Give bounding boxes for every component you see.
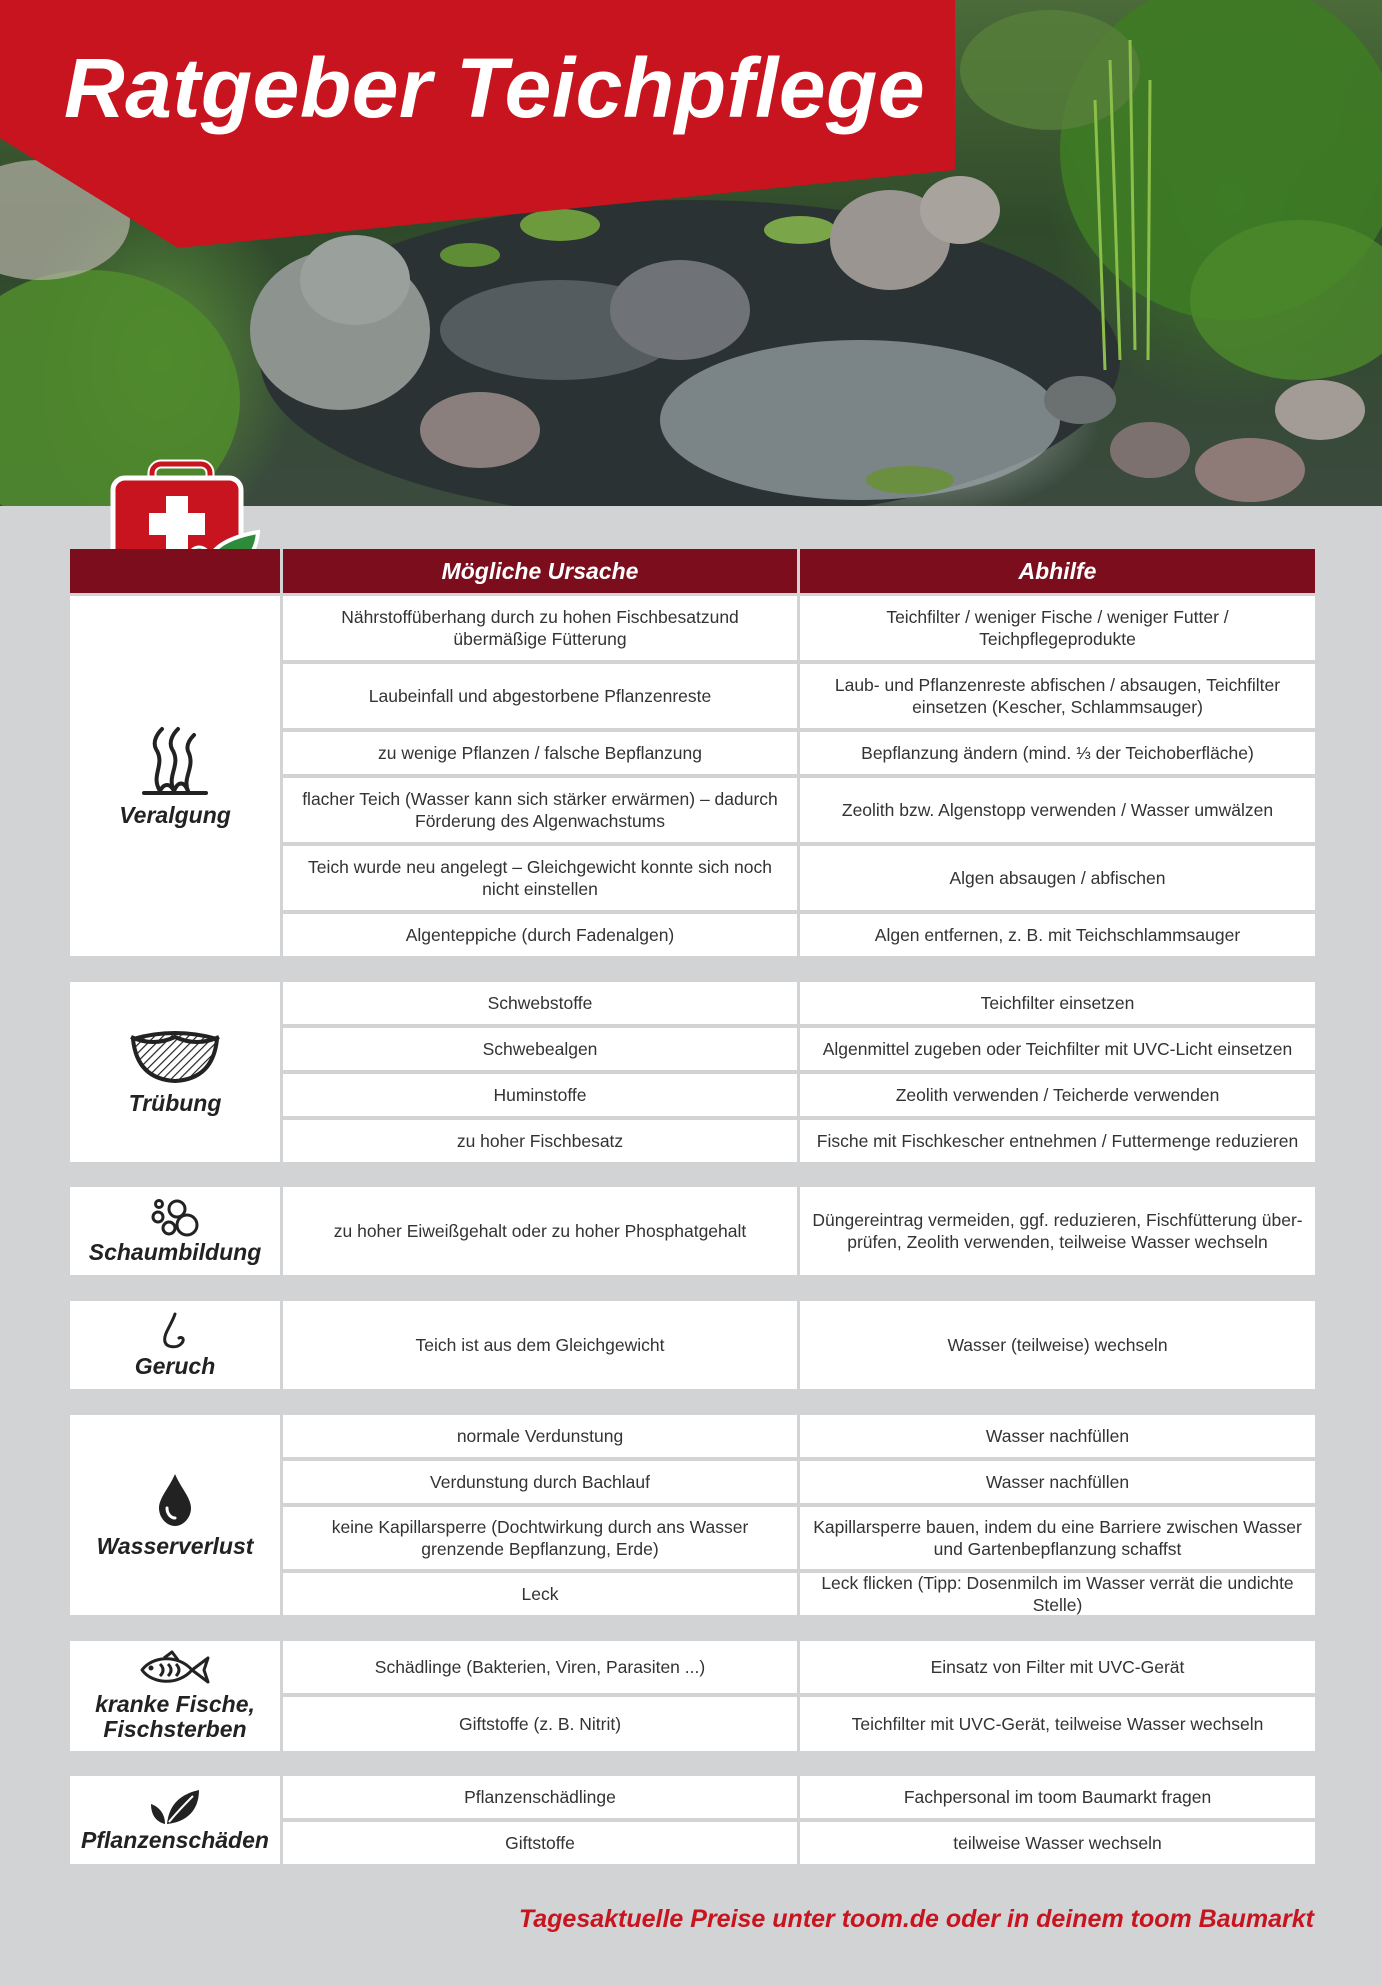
footer-note: Tagesaktuelle Preise unter toom.de oder in deinem toom Baumarkt [518, 1905, 1314, 1933]
category-geruch [70, 1301, 280, 1389]
category-veralgung [70, 596, 280, 956]
fix-cell: Fische mit Fischkescher entnehmen / Futtermenge reduzieren [800, 1120, 1315, 1162]
fix-cell: Wasser (teilweise) wechseln [800, 1301, 1315, 1389]
fix-cell: Zeolith bzw. Algenstopp verwenden / Wasser umwälzen [800, 778, 1315, 842]
category-label: Geruch [134, 1352, 216, 1379]
category-label: kranke Fische, Fischsterben [95, 1691, 255, 1742]
category-label: Wasserverlust [96, 1532, 254, 1559]
water-drop-icon [155, 1472, 195, 1528]
cause-cell: Schwebstoffe [283, 982, 797, 1024]
table-header-corner [70, 549, 280, 593]
cause-cell: Schädlinge (Bakterien, Viren, Parasiten ...) [283, 1641, 797, 1693]
algae-icon [140, 725, 210, 797]
cause-cell: flacher Teich (Wasser kann sich stärker erwärmen) – dadurch Förderung des Algenwachstums [283, 778, 797, 842]
leaf-icon [149, 1788, 201, 1826]
category-label: Pflanzenschäden [81, 1826, 269, 1853]
fix-cell: Düngereintrag vermeiden, ggf. reduzieren, Fischfütterung über-prüfen, Zeolith verwenden, teilweise Wasser wechseln [800, 1187, 1315, 1275]
fix-cell: Algenmittel zugeben oder Teichfilter mit UVC-Licht einsetzen [800, 1028, 1315, 1070]
cause-cell: Giftstoffe [283, 1822, 797, 1864]
hero-pond-photo [0, 0, 1382, 506]
fix-cell: teilweise Wasser wechseln [800, 1822, 1315, 1864]
category-label: Schaumbildung [88, 1238, 262, 1265]
category-wasserverlust [70, 1415, 280, 1615]
column-header-cause: Mögliche Ursache [283, 549, 797, 593]
cause-cell: Schwebealgen [283, 1028, 797, 1070]
fix-cell: Teichfilter mit UVC-Gerät, teilweise Wasser wechseln [800, 1697, 1315, 1751]
category-pflanzenschaeden [70, 1776, 280, 1864]
category-schaumbildung [70, 1187, 280, 1275]
cause-cell: Teich ist aus dem Gleichgewicht [283, 1301, 797, 1389]
nose-icon [155, 1312, 195, 1352]
cause-cell: keine Kapillarsperre (Dochtwirkung durch ans Wasser grenzende Bepflanzung, Erde) [283, 1507, 797, 1569]
column-header-fix: Abhilfe [800, 549, 1315, 593]
cause-cell: zu wenige Pflanzen / falsche Bepflanzung [283, 732, 797, 774]
bubbles-icon [149, 1198, 201, 1238]
fix-cell: Wasser nachfüllen [800, 1415, 1315, 1457]
category-label: Veralgung [119, 801, 231, 828]
cause-cell: Algenteppiche (durch Fadenalgen) [283, 914, 797, 956]
category-truebung [70, 982, 280, 1162]
cause-cell: Huminstoffe [283, 1074, 797, 1116]
turbidity-icon [127, 1029, 223, 1085]
cause-cell: Giftstoffe (z. B. Nitrit) [283, 1697, 797, 1751]
fix-cell: Teichfilter einsetzen [800, 982, 1315, 1024]
fix-cell: Wasser nachfüllen [800, 1461, 1315, 1503]
fix-cell: Teichfilter / weniger Fische / weniger Futter / Teichpflegeprodukte [800, 596, 1315, 660]
fix-cell: Algen entfernen, z. B. mit Teichschlammsauger [800, 914, 1315, 956]
fix-cell: Fachpersonal im toom Baumarkt fragen [800, 1776, 1315, 1818]
cause-cell: Verdunstung durch Bachlauf [283, 1461, 797, 1503]
category-label: Trübung [128, 1089, 222, 1116]
fix-cell: Zeolith verwenden / Teicherde verwenden [800, 1074, 1315, 1116]
cause-cell: zu hoher Eiweißgehalt oder zu hoher Phosphatgehalt [283, 1187, 797, 1275]
fix-cell: Leck flicken (Tipp: Dosenmilch im Wasser verrät die undichte Stelle) [800, 1573, 1315, 1615]
fix-cell: Einsatz von Filter mit UVC-Gerät [800, 1641, 1315, 1693]
category-kranke-fische [70, 1641, 280, 1751]
cause-cell: zu hoher Fischbesatz [283, 1120, 797, 1162]
cause-cell: Pflanzenschädlinge [283, 1776, 797, 1818]
fix-cell: Laub- und Pflanzenreste abfischen / absaugen, Teichfilter einsetzen (Kescher, Schlammsauger) [800, 664, 1315, 728]
cause-cell: normale Verdunstung [283, 1415, 797, 1457]
fix-cell: Bepflanzung ändern (mind. ⅓ der Teichoberfläche) [800, 732, 1315, 774]
cause-cell: Leck [283, 1573, 797, 1615]
fix-cell: Kapillarsperre bauen, indem du eine Barriere zwischen Wasser und Gartenbepflanzung schaffst [800, 1507, 1315, 1569]
cause-cell: Teich wurde neu angelegt – Gleichgewicht konnte sich noch nicht einstellen [283, 846, 797, 910]
fix-cell: Algen absaugen / abfischen [800, 846, 1315, 910]
cause-cell: Nährstoffüberhang durch zu hohen Fischbesatzund übermäßige Fütterung [283, 596, 797, 660]
cause-cell: Laubeinfall und abgestorbene Pflanzenreste [283, 664, 797, 728]
fish-icon [138, 1650, 212, 1690]
page-title: Ratgeber Teichpflege [64, 41, 926, 135]
